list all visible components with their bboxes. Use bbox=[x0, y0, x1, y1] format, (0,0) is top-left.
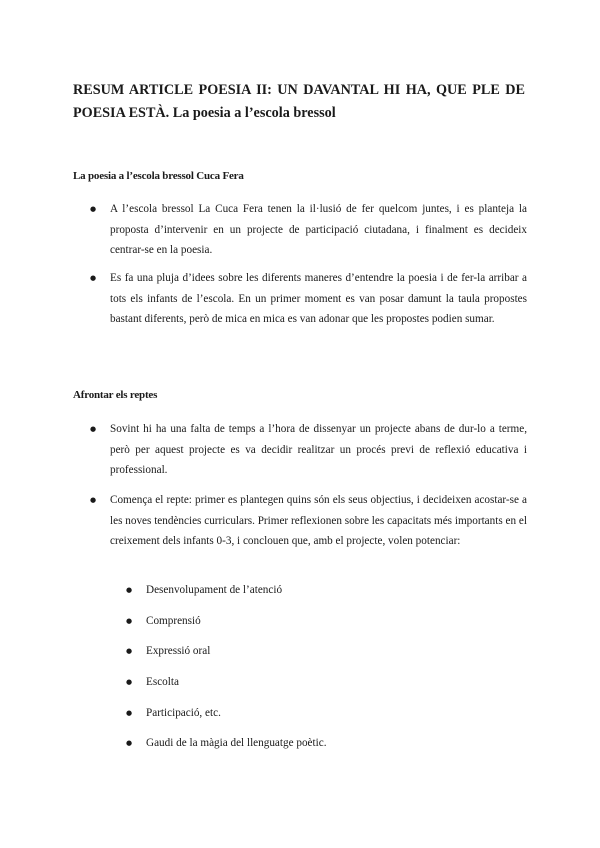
bullet-paragraph: ● A l’escola bressol La Cuca Fera tenen la il·lusió de fer quelcom juntes, i es planteja la proposta d’intervenir en un projecte de participació ciutadana, i finalment es decideix centrar-se en la poesia. bbox=[110, 199, 527, 261]
sub-list-item: ● Desenvolupament de l’atenció bbox=[146, 582, 282, 598]
title-main: RESUM ARTICLE POESIA II: UN DAVANTAL HI HA, QUE PLE DE POESIA ESTÀ. bbox=[73, 82, 525, 121]
document-title bbox=[73, 79, 525, 125]
sub-list-item: ● Comprensió bbox=[146, 613, 201, 629]
bullet-paragraph: ● Comença el repte: primer es plantegen quins són els seus objectius, i decideixen acostar-se a les noves tendències curriculars. Primer reflexionen sobre les capacitats més importants en el creixement dels infants 0-3, i conclouen que, amb el projecte, volen potenciar: bbox=[110, 490, 527, 552]
sub-list-item: ● Participació, etc. bbox=[146, 705, 221, 721]
sub-list-item: ● Gaudi de la màgia del llenguatge poètic. bbox=[146, 735, 327, 751]
sub-list-item: ● Expressió oral bbox=[146, 643, 210, 659]
bullet-paragraph: ● Sovint hi ha una falta de temps a l’hora de dissenyar un projecte abans de dur-lo a terme, però per aquest projecte es va decidir realitzar un procés previ de reflexió educativa i professional. bbox=[110, 419, 527, 481]
sub-list-item: ● Escolta bbox=[146, 674, 179, 690]
section-heading: La poesia a l’escola bressol Cuca Fera bbox=[73, 170, 244, 182]
bullet-paragraph: ● Es fa una pluja d’idees sobre les diferents maneres d’entendre la poesia i de fer-la arribar a tots els infants de l’escola. En un primer moment es van posar damunt la taula propostes bastant diferents, però de mica en mica es van adonar que les propostes podien sumar. bbox=[110, 268, 527, 330]
section-heading: Afrontar els reptes bbox=[73, 389, 158, 401]
title-subtitle: La poesia a l’escola bressol bbox=[172, 105, 336, 121]
